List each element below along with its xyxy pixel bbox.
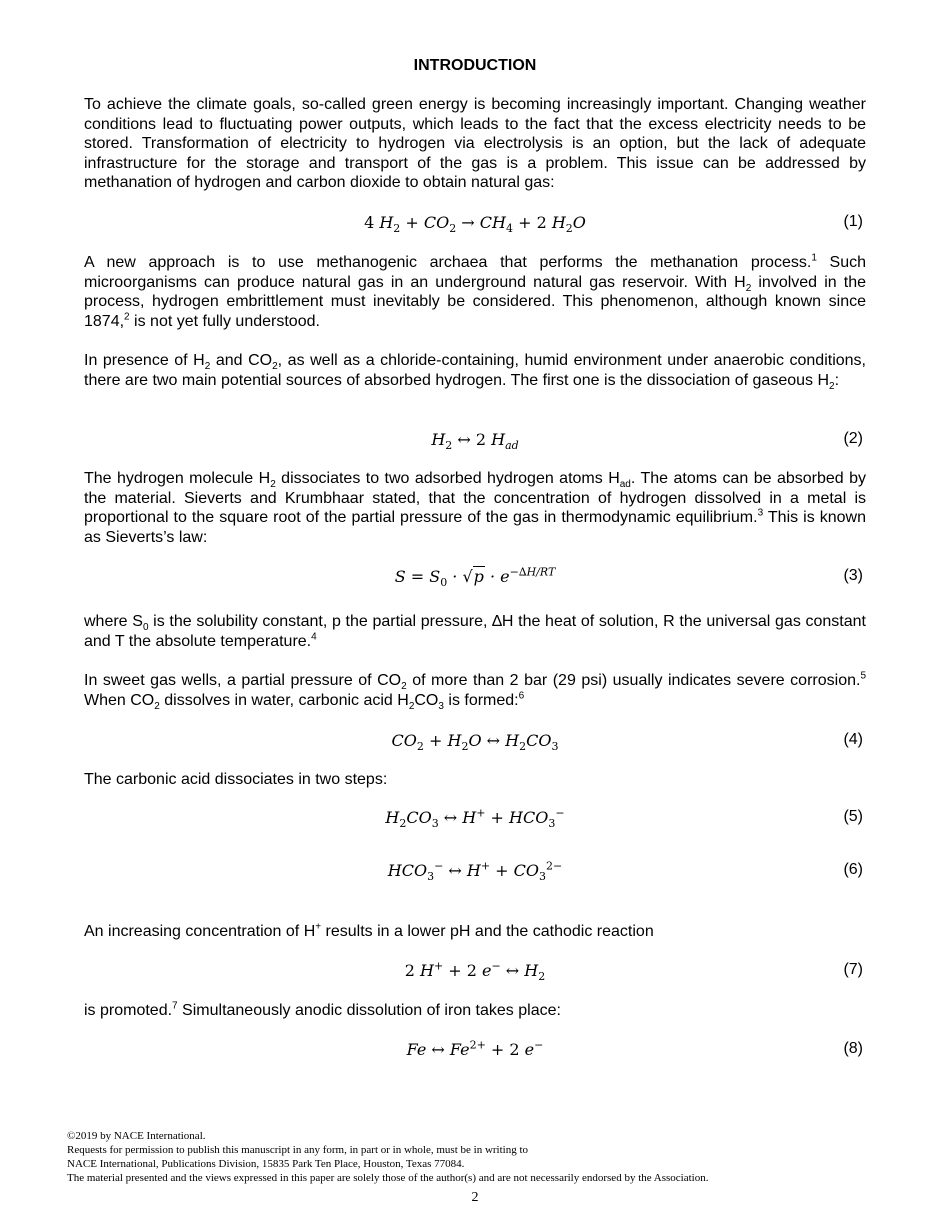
- reference-marker: 5: [860, 670, 866, 682]
- footer-disclaimer: The material presented and the views expressed in this paper are solely those of the author(s) and are not necessarily endorsed by the Association.: [67, 1172, 709, 1184]
- section-heading: INTRODUCTION: [413, 57, 537, 74]
- page-number: 2: [471, 1190, 479, 1205]
- footer-copyright: ©2019 by NACE International.: [67, 1130, 206, 1142]
- equation-1-formula: 4 $H_2 + CO_2 \to CH_4 + 2$ $H_2O$: [364, 213, 586, 236]
- paragraph-6: In sweet gas wells, a partial pressure of $CO_2$ of more than 2 bar (29 psi) usually indicates severe corrosion.$^5$ When $CO_2$ dissolves in water, carbonic acid $H_2CO_3$ is formed:$^6$: [84, 670, 866, 712]
- equation-5: [84, 808, 866, 830]
- paragraph-9: is promoted.$^7$ Simultaneously anodic dissolution of iron takes place:: [84, 1000, 561, 1019]
- equation-4-formula: $CO_2 + H_2O$ ↔ $H_2CO_3$: [391, 731, 559, 754]
- equation-1: [84, 213, 866, 235]
- equation-8: [84, 1040, 866, 1062]
- equation-2: [84, 430, 866, 452]
- equation-number: (1): [843, 213, 863, 230]
- equation-8-formula: Fe ↔ $Fe^{2+} + 2$ e−: [406, 1038, 544, 1059]
- equation-3: [84, 567, 866, 589]
- reference-marker: 7: [172, 1000, 178, 1012]
- equation-2-formula: $H_2$ ↔ 2 $H_{ad}$: [431, 430, 519, 453]
- equation-6: [84, 861, 866, 883]
- footer-permission: Requests for permission to publish this manuscript in any form, in part or in whole, must be in writing to: [67, 1144, 529, 1156]
- equation-number: (7): [843, 961, 863, 978]
- reference-marker: 1: [811, 252, 817, 264]
- paragraph-2: A new approach is to use methanogenic archaea that performs the methanation process.$^1$ Such microorganisms can produce natural gas in an underground natural gas reservoir. With $H_2$ involved in the process, hydrogen embrittlement must inevitably be considered. This phenomenon, although known since 1874,$^2$ is not yet fully understood.: [84, 252, 867, 330]
- equation-4: [84, 731, 866, 753]
- equation-number: (2): [843, 430, 863, 447]
- equation-3-formula: $S = S_0 \cdot √p \cdot e^{-\Delta H/RT}$: [394, 565, 556, 590]
- reference-marker: 6: [518, 690, 525, 702]
- paragraph-7: The carbonic acid dissociates in two steps:: [84, 771, 388, 788]
- equation-5-formula: $H_2CO_3$ ↔ $H^+ + HCO_3^-$: [385, 806, 565, 831]
- equation-6-formula: $HCO_3^-$ ↔ $H^+ + CO_3^{2-}$: [387, 859, 563, 884]
- reference-marker: 2: [124, 311, 130, 323]
- equation-number: (6): [843, 861, 863, 878]
- paragraph-5: where $S_0$ is the solubility constant, p the partial pressure, ∆H the heat of solution, R the universal gas constant and T the absolute temperature.$^4$: [84, 613, 866, 650]
- equation-7: [84, 961, 866, 983]
- equation-number: (8): [843, 1040, 863, 1057]
- equation-7-formula: 2 H+ + 2 e− ↔ $H_2$: [404, 959, 546, 984]
- equation-number: (3): [843, 567, 863, 584]
- equation-number: (5): [843, 808, 863, 825]
- reference-marker: 4: [311, 631, 317, 643]
- copyright-footer: [67, 1129, 887, 1185]
- paragraph-3: In presence of $H_2$ and $CO_2$, as well as a chloride-containing, humid environment under anaerobic conditions, there are two main potential sources of absorbed hydrogen. The first one is the dissociation of gaseous $H_2$:: [84, 352, 866, 392]
- equation-number: (4): [843, 731, 863, 748]
- paragraph-4: The hydrogen molecule $H_2$ dissociates to two adsorbed hydrogen atoms $H_{ad}$. The atoms can be absorbed by the material. Sieverts and Krumbhaar stated, that the concentration of hydrogen dissolved in a metal is proportional to the square root of the partial pressure of the gas in thermodynamic equilibrium.$^3$ This is known as Sieverts’s law:: [84, 470, 867, 546]
- footer-address: NACE International, Publications Division, 15835 Park Ten Place, Houston, Texas 77084.: [67, 1158, 465, 1170]
- paragraph-1: To achieve the climate goals, so-called green energy is becoming increasingly important. Changing weather conditions lead to fluctuating power outputs, which leads to the fact that the excess electricity needs to be stored. Transformation of electricity to hydrogen via electrolysis is an option, but the lack of adequate infrastructure for the storage and transport of the gas is a problem. This issue can be addressed by methanation of hydrogen and carbon dioxide to obtain natural gas:: [84, 96, 866, 191]
- reference-marker: 3: [757, 507, 764, 519]
- paragraph-8: An increasing concentration of H+ results in a lower pH and the cathodic reaction: [84, 921, 654, 940]
